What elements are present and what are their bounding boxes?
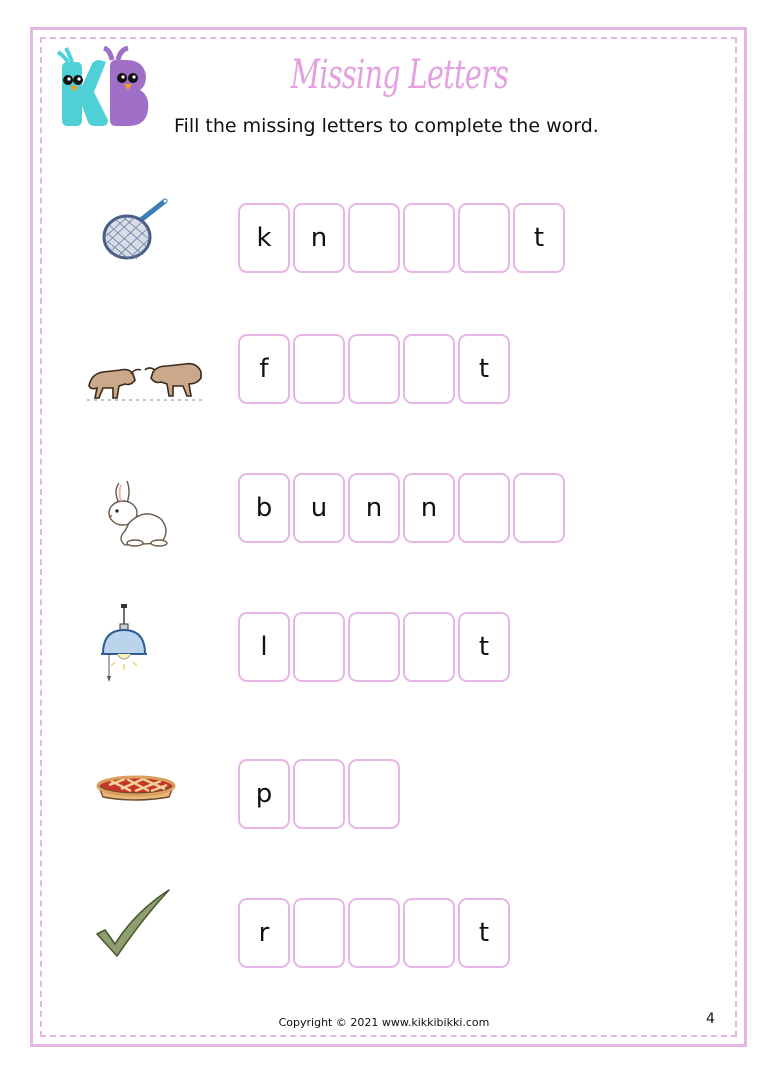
letter-box [293, 898, 345, 968]
letter-boxes [238, 898, 513, 968]
letter-box [293, 759, 345, 829]
word-row [0, 334, 768, 414]
word-row [0, 473, 768, 553]
letter-box: n [293, 203, 345, 273]
word-row [0, 759, 768, 839]
letter-box: n [403, 473, 455, 543]
bunny-icon [85, 479, 205, 559]
letter-boxes [238, 759, 403, 829]
letter-box: k [238, 203, 290, 273]
strainer-icon [85, 195, 205, 275]
letter-box: t [458, 898, 510, 968]
letter-box [348, 203, 400, 273]
letter-boxes [238, 203, 568, 273]
letter-box [513, 473, 565, 543]
letter-box [403, 612, 455, 682]
letter-box: t [458, 612, 510, 682]
letter-box: p [238, 759, 290, 829]
fighting-bulls-icon [85, 334, 205, 414]
letter-box [293, 612, 345, 682]
logo-k-letter [58, 48, 108, 126]
letter-boxes [238, 334, 513, 404]
page-number: 4 [706, 1011, 715, 1027]
kb-logo [54, 46, 154, 132]
letter-box [348, 612, 400, 682]
word-row [0, 612, 768, 692]
letter-box [348, 898, 400, 968]
letter-box [403, 203, 455, 273]
letter-box: b [238, 473, 290, 543]
copyright-text: Copyright © 2021 www.kikkibikki.com [278, 1016, 490, 1029]
letter-box: f [238, 334, 290, 404]
letter-box [458, 203, 510, 273]
letter-box: u [293, 473, 345, 543]
letter-boxes [238, 473, 568, 543]
letter-box: r [238, 898, 290, 968]
letter-box: t [513, 203, 565, 273]
checkmark-icon [85, 888, 205, 968]
letter-box [348, 334, 400, 404]
hanging-lamp-icon [85, 604, 205, 684]
letter-box [403, 898, 455, 968]
word-row [0, 203, 768, 283]
letter-box: t [458, 334, 510, 404]
letter-box [403, 334, 455, 404]
page-title: Missing Letters [290, 52, 509, 98]
letter-box: n [348, 473, 400, 543]
instructions-text: Fill the missing letters to complete the word. [174, 115, 599, 137]
logo-b-letter [104, 48, 148, 126]
letter-box: l [238, 612, 290, 682]
word-row [0, 898, 768, 978]
letter-boxes [238, 612, 513, 682]
pie-icon [85, 751, 205, 831]
letter-box [458, 473, 510, 543]
letter-box [348, 759, 400, 829]
letter-box [293, 334, 345, 404]
